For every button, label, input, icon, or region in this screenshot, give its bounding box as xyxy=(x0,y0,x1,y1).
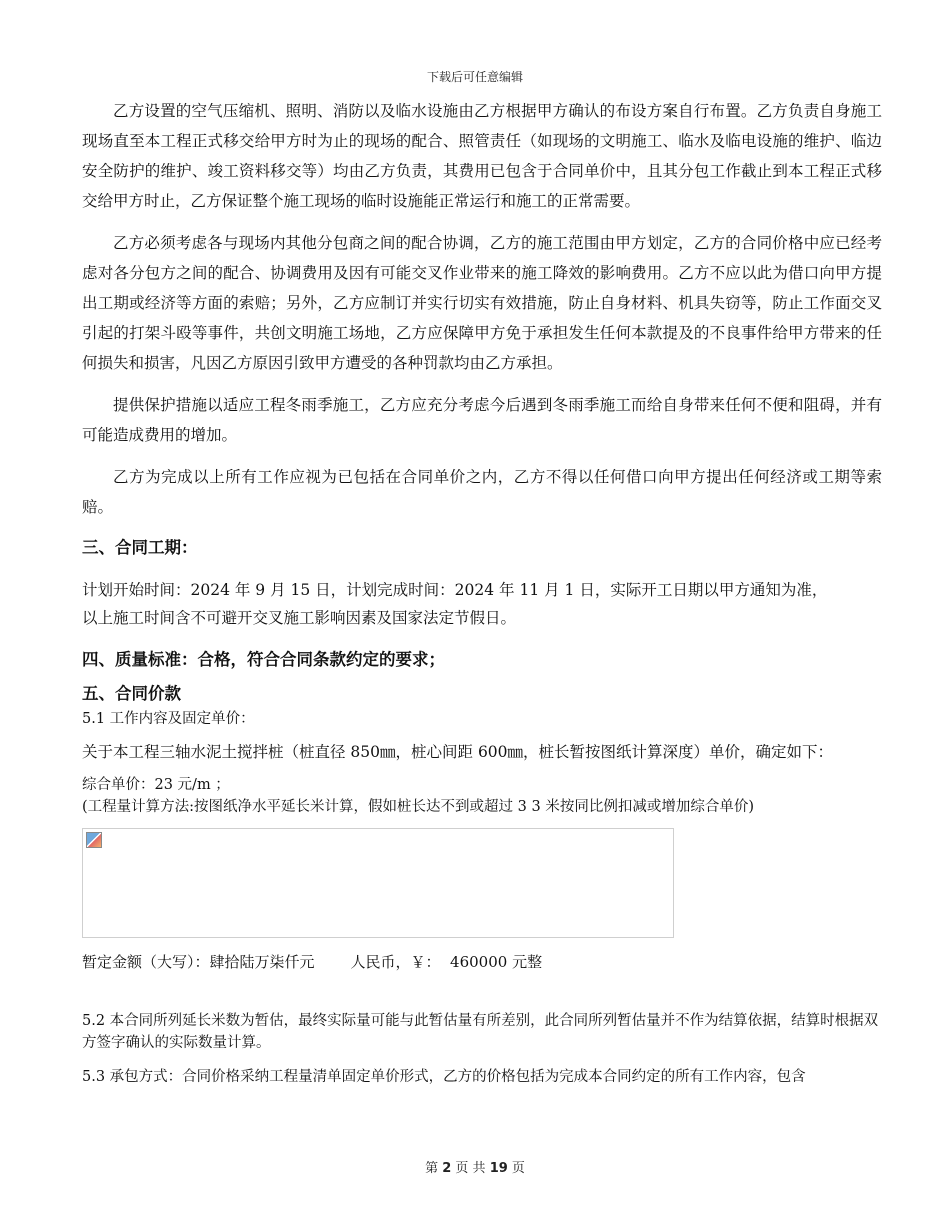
paragraph-coordination: 乙方必须考虑各与现场内其他分包商之间的配合协调，乙方的施工范围由甲方划定，乙方的合同价格中应已经考虑对各分包方之间的配合、协调费用及因有可能交叉作业带来的施工降效的影响费用。乙方不应以此为借口向甲方提出工期或经济等方面的索赔；另外，乙方应制订并实行切实有效措施，防止自身材料、机具失窃等，防止工作面交叉引起的打架斗殴等事件，共创文明施工场地，乙方应保障甲方免于承担发生任何本款提及的不良事件给甲方带来的任何损失和损害，凡因乙方原因引致甲方遭受的各种罚款均由乙方承担。 xyxy=(82,234,882,372)
amount-in-words: 暂定金额（大写）：肆拾陆万柒仟元 xyxy=(82,953,315,971)
section5-1-description: 关于本工程三轴水泥土搅拌桩（桩直径 850㎜，桩心间距 600㎜，桩长暂按图纸计算深度）单价，确定如下： xyxy=(82,743,834,761)
amount-in-rmb: 人民币，￥： 460000 元整 xyxy=(350,953,543,971)
header-note: 下载后可任意编辑 xyxy=(426,70,523,84)
paragraph-no-claims: 乙方为完成以上所有工作应视为已包括在合同单价之内，乙方不得以任何借口向甲方提出任何经济或工期等索赔。 xyxy=(82,468,882,516)
schedule-line-2: 以上施工时间含不可避开交叉施工影响因素及国家法定节假日。 xyxy=(82,609,517,627)
broken-image-icon xyxy=(86,832,102,848)
footer-page-number: 2 xyxy=(442,1161,452,1176)
provisional-amount-row xyxy=(82,950,882,974)
footer-total-pages: 19 xyxy=(489,1161,508,1176)
page-footer xyxy=(0,1157,950,1176)
section5-3: 5.3 承包方式：合同价格采纳工程量清单固定单价形式，乙方的价格包括为完成本合同约定的所有工作内容，包含 xyxy=(82,1069,806,1085)
section3-heading: 三、合同工期： xyxy=(82,538,198,557)
section4-heading: 四、质量标准：合格，符合合同条款约定的要求； xyxy=(82,650,445,669)
section5-heading: 五、合同价款 xyxy=(82,684,181,703)
section5-2: 5.2 本合同所列延长米数为暂估，最终实际量可能与此暂估量有所差别，此合同所列暂估量并不作为结算依据，结算时根据双方签字确认的实际数量计算。 xyxy=(82,1013,879,1051)
schedule-line-1: 计划开始时间：2024 年 9 月 15 日，计划完成时间：2024 年 11 月 1 日，实际开工日期以甲方通知为准， xyxy=(82,581,828,599)
paragraph-winter-rain: 提供保护措施以适应工程冬雨季施工，乙方应充分考虑今后遇到冬雨季施工而给自身带来任何不便和阻碍，并有可能造成费用的增加。 xyxy=(82,396,882,444)
footer-suffix: 页 xyxy=(511,1161,525,1176)
footer-middle: 页 共 xyxy=(455,1161,486,1176)
document-body xyxy=(82,96,882,1088)
section5-1-title: 5.1 工作内容及固定单价： xyxy=(82,711,255,727)
calculation-method: (工程量计算方法:按图纸净水平延长米计算，假如桩长达不到或超过 3 3 米按同比例扣减或增加综合单价) xyxy=(82,799,754,815)
footer-prefix: 第 xyxy=(425,1161,439,1176)
embedded-image-placeholder xyxy=(82,828,674,938)
unit-price: 综合单价：23 元/m ； xyxy=(82,777,230,793)
paragraph-site-facilities: 乙方设置的空气压缩机、照明、消防以及临水设施由乙方根据甲方确认的布设方案自行布置。乙方负责自身施工现场直至本工程正式移交给甲方时为止的现场的配合、照管责任（如现场的文明施工、临水及临电设施的维护、临边安全防护的维护、竣工资料移交等）均由乙方负责，其费用已包含于合同单价中，且其分包工作截止到本工程正式移交给甲方时止，乙方保证整个施工现场的临时设施能正常运行和施工的正常需要。 xyxy=(82,102,882,210)
